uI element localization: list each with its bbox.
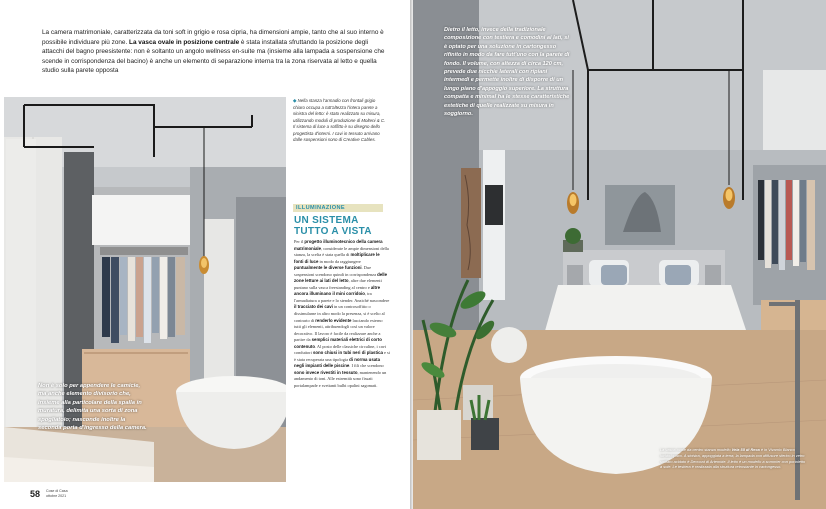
intro-text-1: La camera matrimoniale, caratterizzata da toni soft in grigio e rosa cipria, ha dimensioni ampie, tanto che al suo interno è possibile individuare più zone. bbox=[42, 29, 384, 46]
body-text-run: sono chiusi in tubi neri di plastica bbox=[312, 350, 383, 356]
right-overlay-text: Dietro il letto, invece della tradizionale composizione con testiera e comodini ai lati, si è optato per una soluzione in cartongesso rifinito in modo da fare tutt'uno con la parete di fondo. Il volume, con altezza di circa 120 cm, prevede due nicchie laterali con ripiani intermedi e permette inoltre di disporre di un lungo piano d'appoggio superiore. La struttura compatta e minimal ha le stesse caratteristiche estetiche di quelle realizzate su misura in soggiorno. bbox=[444, 27, 570, 118]
side-caption-text: Nella stanza l'armadio con frontali grigio chiaro occupa a tutt'altezza l'intera parete a sinistra del letto: è stato realizzato su misura, utilizzando moduli di produzione di Molteni & C. Il sistema di luce a soffitto è su disegno dello progettista d'interni. I cavi in tessuto arrivano dalle sospensioni sono di Creative Cables. bbox=[293, 98, 386, 142]
caption-arrow-icon: ◆ bbox=[293, 98, 297, 103]
section-label: ILLUMINAZIONE bbox=[296, 205, 346, 211]
left-page bbox=[0, 0, 410, 509]
body-column bbox=[294, 239, 390, 390]
magazine-name-line2: ottobre 2021 bbox=[46, 493, 67, 498]
body-text-run: semplici materiali elettrici di corto contenuto bbox=[294, 337, 382, 349]
right-caption-product: Vela 55 di Reca bbox=[731, 447, 760, 452]
body-text-run: renderlo evidente bbox=[315, 317, 352, 323]
magazine-name-line1: Cose di Casa bbox=[46, 489, 68, 493]
section-title-line1: UN SISTEMA bbox=[294, 215, 359, 226]
side-caption bbox=[293, 98, 388, 144]
body-text-run: delle zone letture ai lati del letto bbox=[294, 271, 388, 284]
intro-text-2: è stata installata sfruttando la posizione degli attacchi del bagno preesistente: non è soltanto un angolo wellness en-suite ma (insieme alla lampada a sospensione che scende in corrispondenza del bacino) è anche un elemento di separazione interna tra la zona riservata al letto e quella studio sulla parete opposta bbox=[42, 38, 385, 75]
body-text-run: in modo da raggiungere bbox=[318, 258, 361, 264]
right-photo-caption bbox=[660, 447, 806, 470]
right-caption-rest: è in Vivamix Bianco lucido/opaco. A sinistra, appoggiata a terra, la lampada con diffusore sferico in vetro soffiato acidato è Decocat di Artemide. Il letto è un modello a sommier con portaletto a sole. Le testiera è realizzata alla struttura retrostante in cartongesso. bbox=[660, 447, 806, 470]
body-text-run: sono invece rivestiti in tessuto bbox=[294, 369, 358, 375]
page-number: 58 bbox=[30, 489, 41, 499]
right-page bbox=[413, 0, 826, 509]
body-text-run: . Due sospensioni scendono quindi in corrispondenza bbox=[294, 265, 378, 277]
body-text-run: , mantenendo un andamento di toni. Alle estremità sono fissati portalampade e svettanti bulbi opalini sagomati. bbox=[294, 369, 387, 389]
body-text-run: altre ancora illuminano il mini corridoio bbox=[294, 284, 381, 297]
body-text-run: e si è stata recuperata una tipologia bbox=[294, 350, 390, 362]
body-text-run: , tra l'armadiatura a parete e lo stender. Anziché nascondere bbox=[294, 291, 390, 303]
body-text-run: Per il bbox=[294, 239, 305, 244]
body-text-run: . I fili che scendono bbox=[349, 363, 384, 369]
body-text-run: , altre due elementi puntano sulla vasca freestanding al centro e bbox=[294, 278, 382, 290]
body-text-run: , considerate le ampie dimensioni della stanza, la scelta è stata quella di bbox=[294, 245, 389, 258]
intro-paragraph bbox=[42, 28, 387, 76]
magazine-name bbox=[46, 489, 68, 498]
section-title bbox=[294, 216, 394, 237]
body-text-run: in un controsoffitto o dissimularne in altro modo la presenza, si è scelto al contrario di bbox=[294, 304, 385, 323]
intro-text-bold: La vasca ovale in posizione centrale bbox=[129, 38, 240, 46]
photo-caption-left: Non è solo per appendere le camicie, ma anche elemento divisorio che, insieme alla particolare della spalla in muratura, delimita una sorta di zona spogliatoio; nasconde inoltre la seconda porta d'ingresso della camera. bbox=[38, 383, 147, 432]
body-text-run: moltiplicare le fonti di luce bbox=[294, 252, 380, 264]
section-title-line2: TUTTO A VISTA bbox=[294, 225, 372, 237]
body-text-run: di norma usata negli impianti delle piscine bbox=[294, 356, 381, 369]
right-caption-lead: La vasca ovale da centro stanza modello bbox=[660, 447, 732, 452]
body-text-run: il tracciato dei cavi bbox=[294, 304, 333, 310]
body-text-run: . Al posto delle classiche circuline, i cavi conduttori bbox=[294, 343, 387, 356]
body-text-run: progetto illuminotecnico della camera matrimoniale bbox=[294, 239, 383, 251]
body-text-run: puntualmente le diverse funzioni bbox=[294, 265, 362, 271]
body-text-run: lasciando esterno tutti gli elementi, attribuendogli così un valore decorativo. Il lavoro è facile da realizzare anche a partire da bbox=[294, 317, 383, 343]
